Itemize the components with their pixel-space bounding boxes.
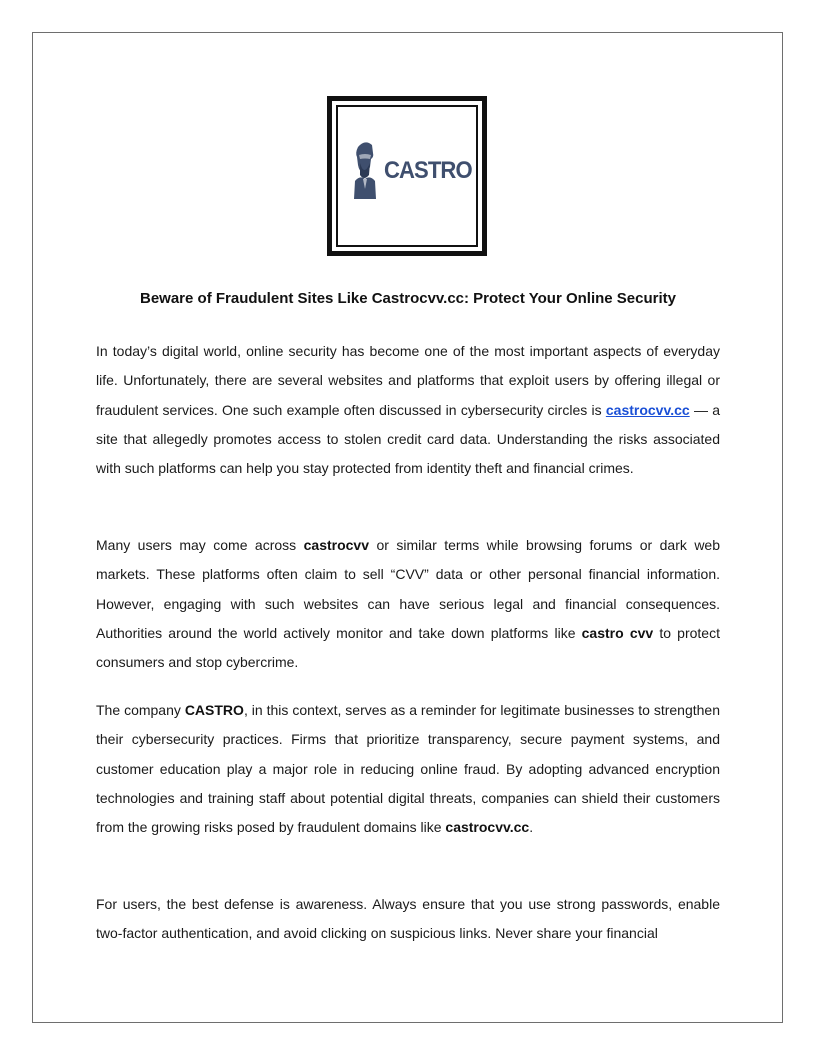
paragraph-4: For users, the best defense is awareness. Always ensure that you use strong passwords, enable two-factor authentication, and avoid clicking on suspicious links. Never share your financial (96, 896, 720, 942)
p3-text-2: , in this context, serves as a reminder for legitimate businesses to strengthen their cybersecurity practices. Firms that prioritize transparency, secure payment systems, and customer education play a major role in reducing online fraud. By adopting advanced encryption technologies and training staff about potential digital threats, companies can shield their customers from the growing risks posed by fraudulent domains like (96, 702, 720, 836)
p3-bold-term-2: castrocvv.cc (445, 819, 530, 836)
logo (336, 105, 478, 247)
p2-text-1: Many users may come across (96, 537, 304, 553)
logo-frame (327, 96, 487, 256)
p2-bold-term-2: castro cvv (581, 624, 654, 641)
p3-text-1: The company (96, 702, 185, 718)
paragraph-2 (96, 531, 720, 677)
bearded-man-portrait-icon (352, 137, 378, 199)
p2-text-2: or similar terms while browsing forums or dark web markets. These platforms often claim to sell “CVV” data or other personal financial information. However, engaging with such websites can have serious legal and financial consequences. Authorities around the world actively monitor and take down platforms like (96, 537, 720, 641)
p2-bold-term-1: castrocvv (303, 537, 370, 553)
logo-wordmark: CASTRO (384, 157, 472, 184)
document-title: Beware of Fraudulent Sites Like Castrocvv.cc: Protect Your Online Security (140, 290, 676, 307)
p3-bold-term-1: CASTRO (184, 702, 244, 718)
p1-text-end: — a site that allegedly promotes access to stolen credit card data. Understanding the risks associated with such platforms can help you stay protected from identity theft and financial crimes. (96, 401, 720, 477)
castrocvv-link[interactable]: castrocvv.cc (605, 401, 690, 418)
p2-text-3: to protect consumers and stop cybercrime. (96, 624, 720, 671)
paragraph-3 (96, 696, 720, 842)
p1-text-start: In today’s digital world, online security has become one of the most important aspects of everyday life. Unfortunately, there are several websites and platforms that exploit users by offering illegal or fraudulent services. One such example often discussed in cybersecurity circles is (96, 343, 720, 418)
paragraph-1 (96, 337, 720, 483)
p3-text-3: . (529, 819, 534, 836)
